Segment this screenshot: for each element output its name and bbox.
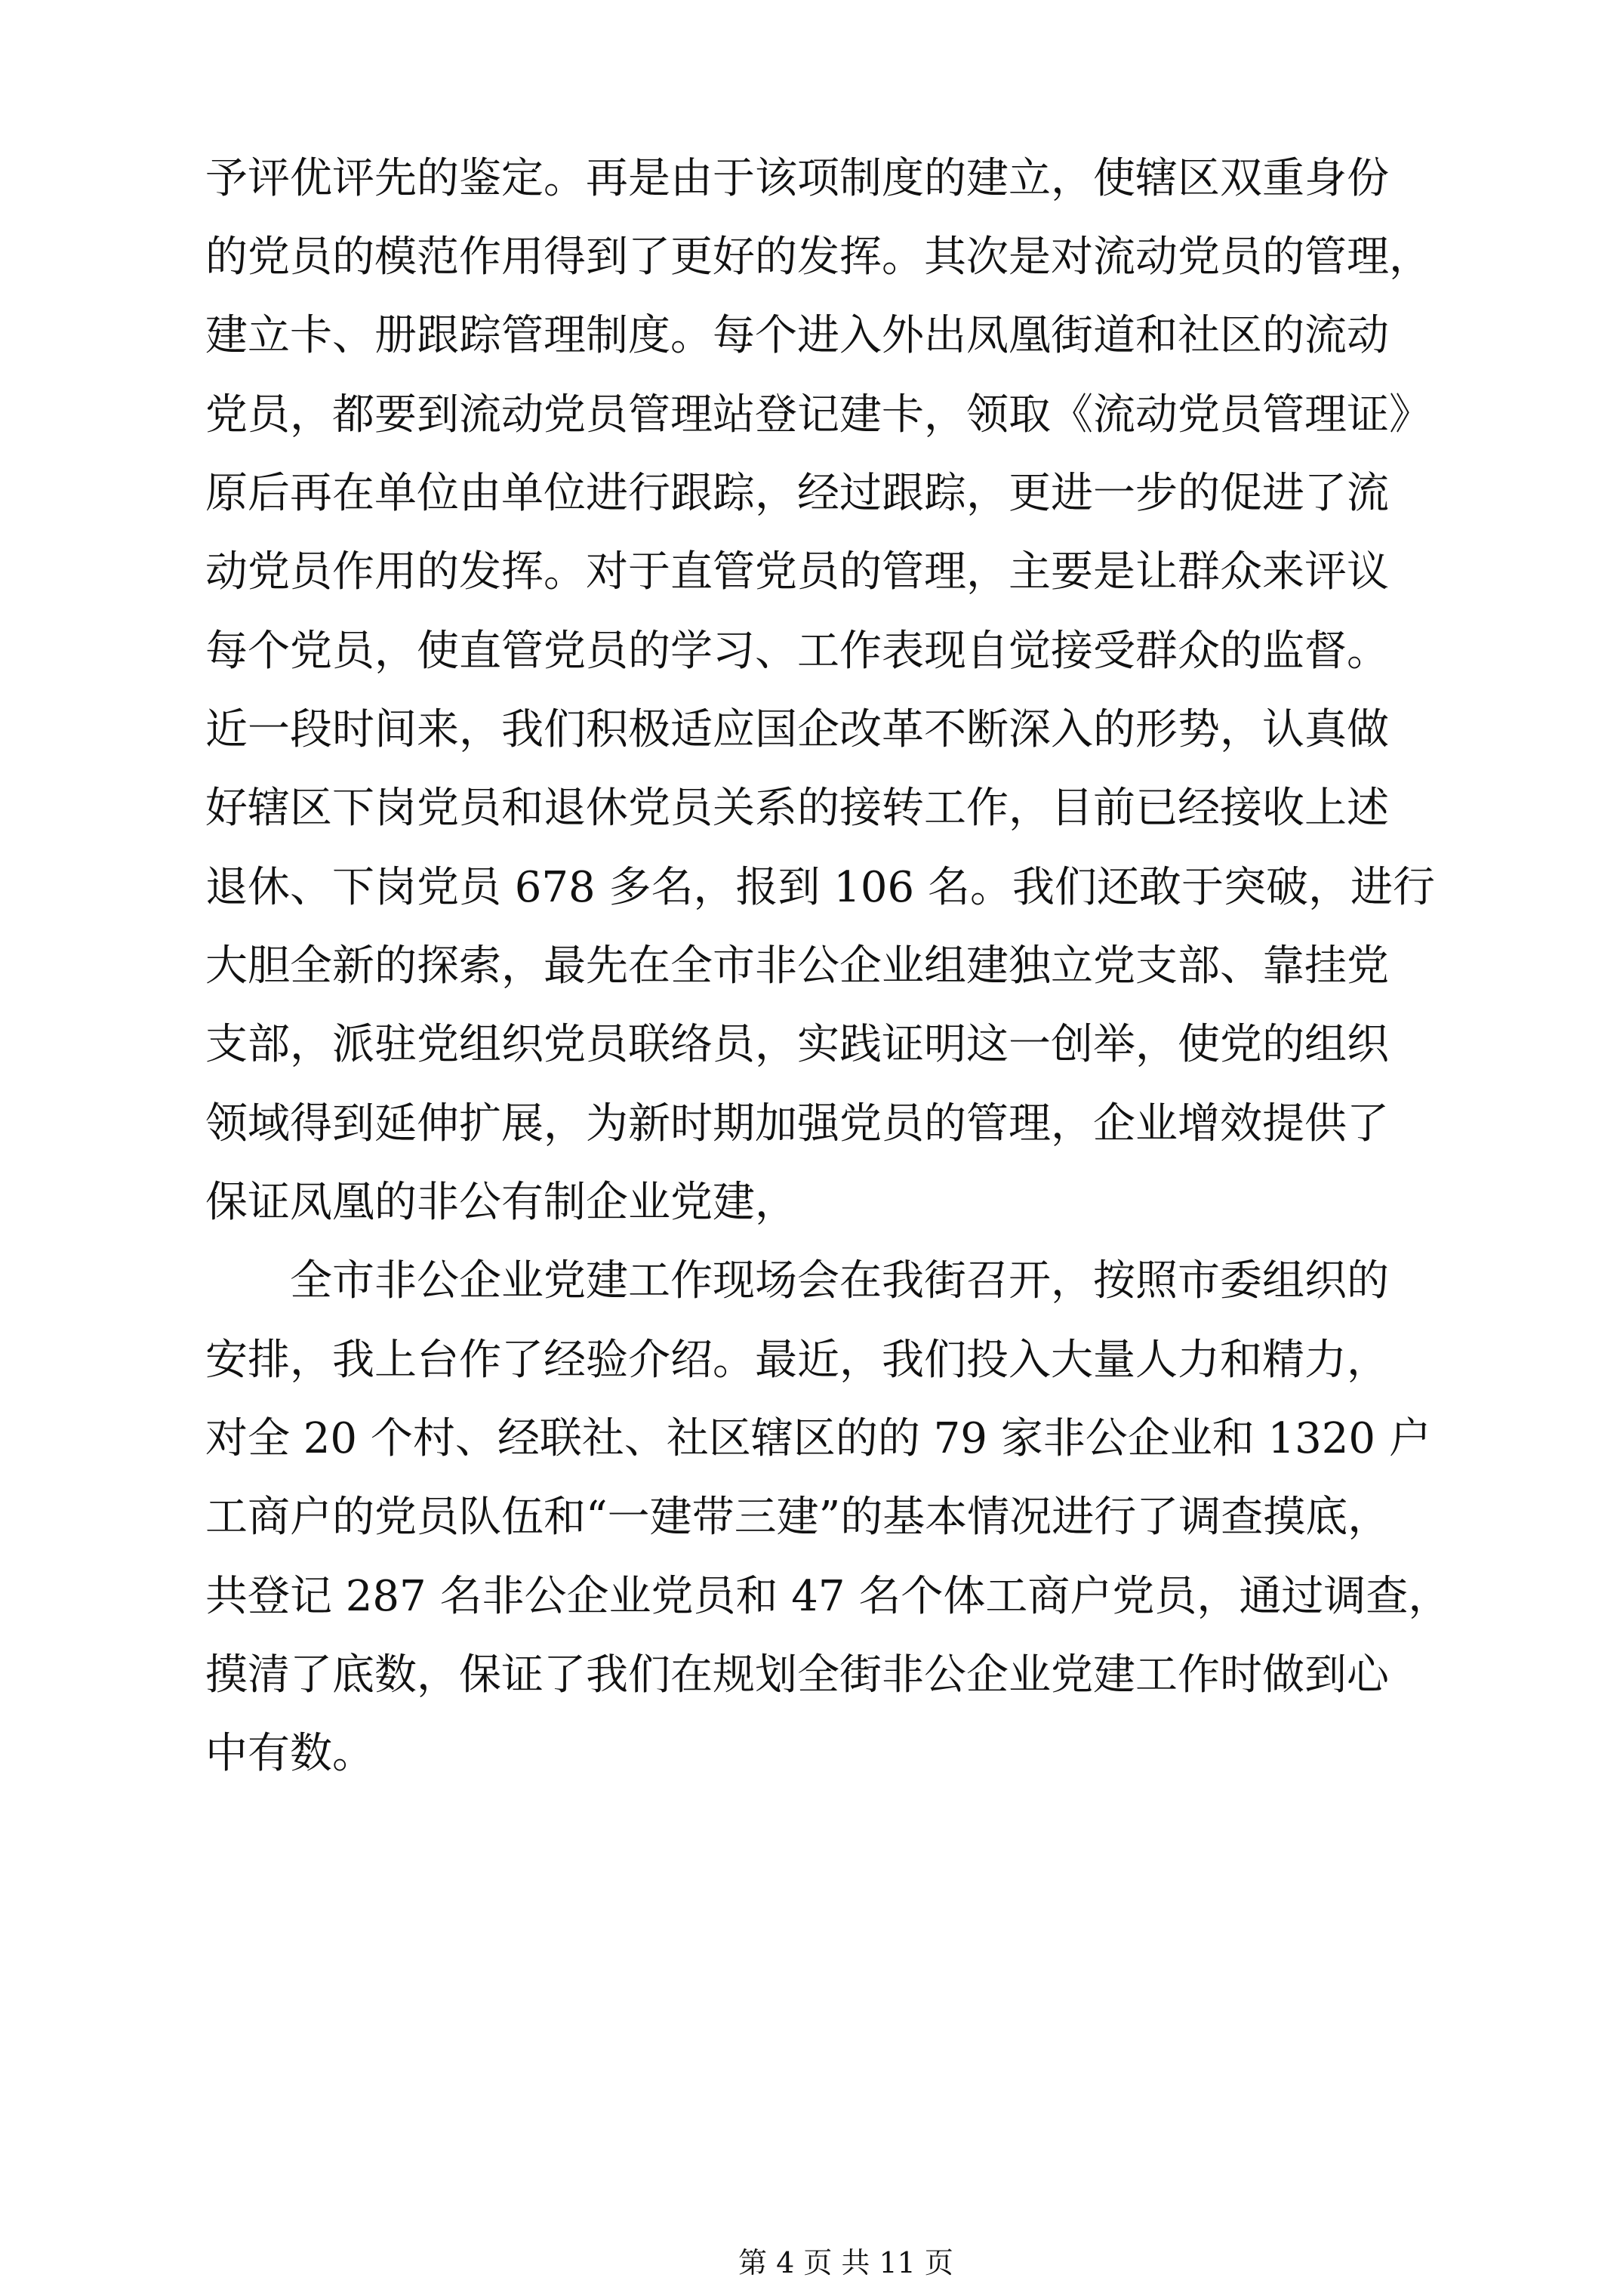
text-line-2: 的党员的模范作用得到了更好的发挥。其次是对流动党员的管理， (205, 233, 1431, 282)
text-line-20: 摸清了底数，保证了我们在规划全街非公企业党建工作时做到心 (205, 1650, 1389, 1700)
text-line-1: 予评优评先的鉴定。再是由于该项制度的建立，使辖区双重身份 (205, 154, 1389, 203)
text-line-14: 保证凤凰的非公有制企业党建， (205, 1178, 797, 1227)
text-line-8: 近一段时间来，我们积极适应国企改革不断深入的形势，认真做 (205, 705, 1389, 754)
text-line-18: 工商户的党员队伍和“一建带三建”的基本情况进行了调查摸底， (205, 1493, 1390, 1542)
text-line-21: 中有数。 (205, 1729, 374, 1778)
text-line-7: 每个党员，使直管党员的学习、工作表现自觉接受群众的监督。 (205, 627, 1389, 676)
text-line-5: 原后再在单位由单位进行跟踪，经过跟踪，更进一步的促进了流 (205, 469, 1389, 518)
text-line-9: 好辖区下岗党员和退休党员关系的接转工作，目前已经接收上述 (205, 784, 1389, 833)
text-line-16: 安排，我上台作了经验介绍。最近，我们投入大量人力和精力， (205, 1336, 1389, 1385)
text-line-19: 共登记 287 名非公企业党员和 47 名个体工商户党员，通过调查， (205, 1572, 1451, 1621)
text-line-6: 动党员作用的发挥。对于直管党员的管理，主要是让群众来评议 (205, 547, 1389, 596)
text-line-11: 大胆全新的探索，最先在全市非公企业组建独立党支部、靠挂党 (205, 942, 1389, 991)
text-line-12: 支部，派驻党组织党员联络员，实践证明这一创举，使党的组织 (205, 1020, 1389, 1069)
text-line-13: 领域得到延伸扩展，为新时期加强党员的管理，企业增效提供了 (205, 1099, 1389, 1148)
text-line-17: 对全 20 个村、经联社、社区辖区的的 79 家非公企业和 1320 户 (205, 1414, 1431, 1463)
text-line-4: 党员，都要到流动党员管理站登记建卡，领取《流动党员管理证》 (205, 390, 1431, 439)
text-line-10: 退休、下岗党员 678 多名，报到 106 名。我们还敢于突破，进行 (205, 863, 1435, 912)
text-line-15: 全市非公企业党建工作现场会在我街召开，按照市委组织的 (290, 1256, 1389, 1305)
text-line-3: 建立卡、册跟踪管理制度。每个进入外出凤凰街道和社区的流动 (205, 311, 1389, 360)
page-number-footer: 第 4 页 共 11 页 (738, 2246, 953, 2279)
